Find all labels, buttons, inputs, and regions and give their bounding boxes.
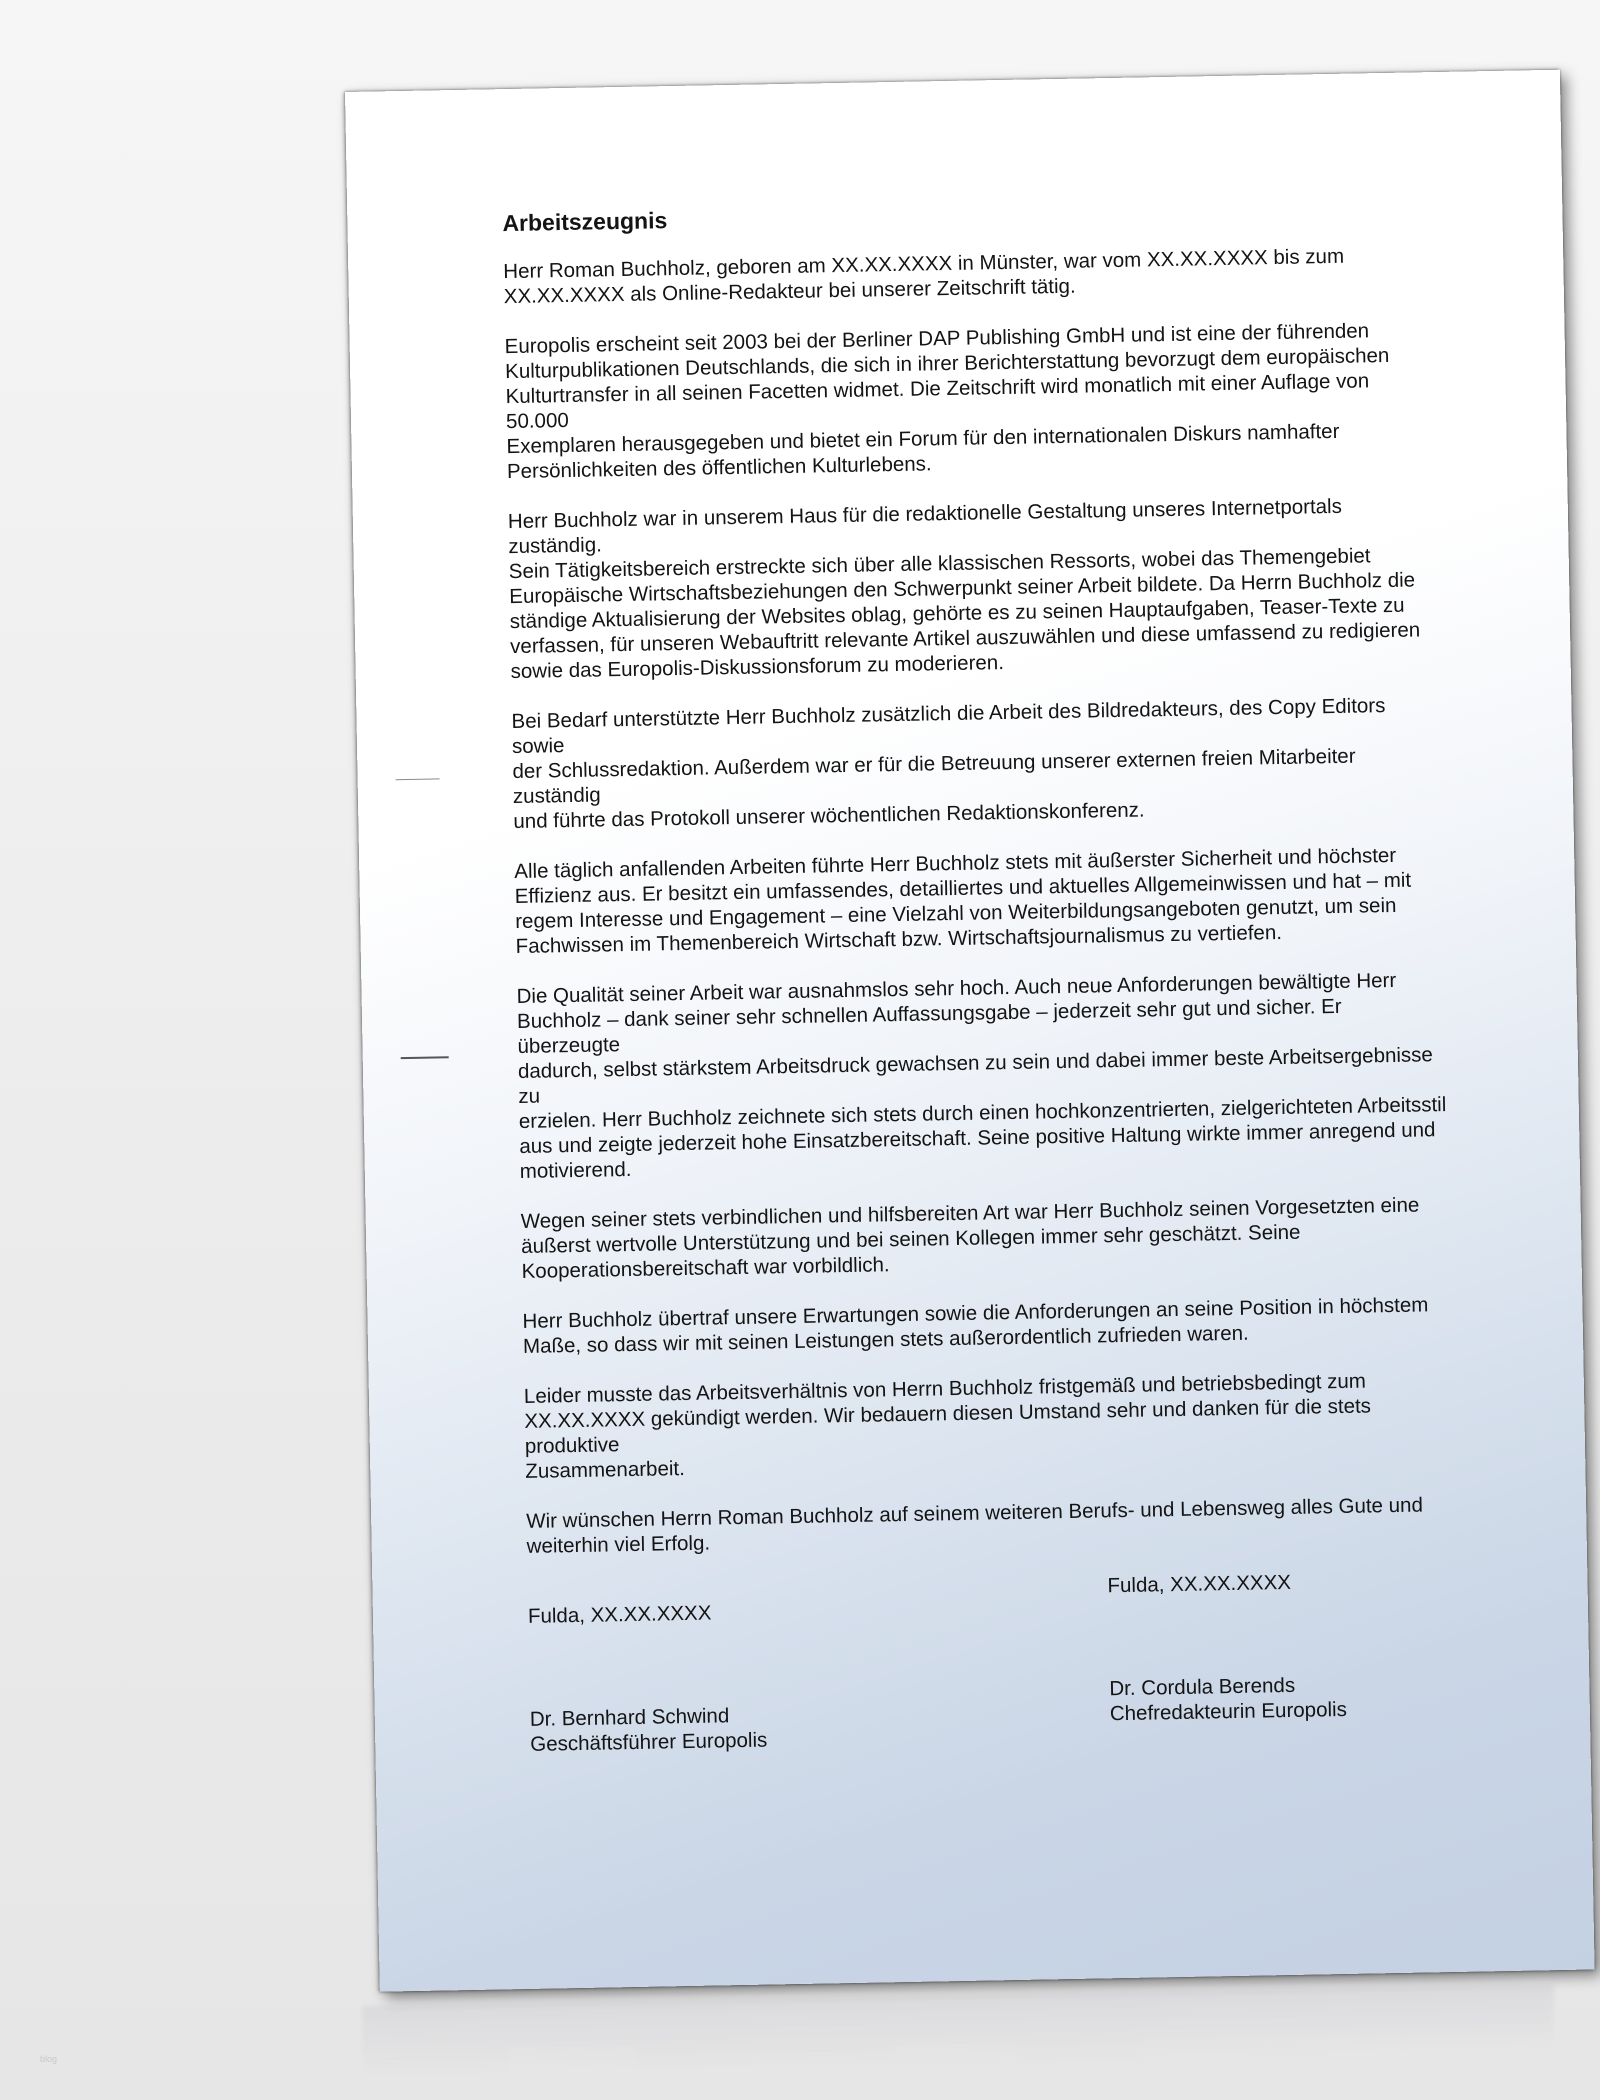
signatory-role-left: Geschäftsführer Europolis — [530, 1728, 768, 1756]
place-date-right: Fulda, XX.XX.XXXX — [1107, 1570, 1292, 1598]
watermark-text: blog — [40, 2054, 58, 2064]
paragraph-additional-duties: Bei Bedarf unterstützte Herr Buchholz zusätzlich die Arbeit des Bildredakteurs, des Copy Editors sowie der Schlussredaktion. Außerdem war er für die Betreuung unserer externen freien Mitarbeiter zuständig und führte das Protokoll unserer wöchentlichen Redaktionskonferenz. — [511, 694, 1386, 834]
paragraph-performance: Alle täglich anfallenden Arbeiten führte Herr Buchholz stets mit äußerster Sicherheit und höchster Effizienz aus. Er besitzt ein umfassendes, detailliertes und aktuelles Allgemeinwissen und hat – mit regem Interesse und Engagement – eine Vielzahl von Weiterbildungsangeboten genutzt, um sein Fachwissen im Themenbereich Wirtschaft bzw. Wirtschaftsjournalismus zu vertiefen. — [514, 843, 1412, 959]
signatory-role-right: Chefredakteurin Europolis — [1109, 1697, 1348, 1726]
paragraph-wishes: Wir wünschen Herrn Roman Buchholz auf seinem weiteren Berufs- und Lebensweg alles Gute und weiterhin viel Erfolg. — [526, 1493, 1424, 1558]
page-reflection — [362, 1984, 1554, 2076]
fold-mark-top — [396, 778, 440, 780]
place-date-left: Fulda, XX.XX.XXXX — [527, 1601, 712, 1628]
signatory-name-right: Dr. Cordula Berends — [1109, 1673, 1296, 1701]
paragraph-behaviour: Wegen seiner stets verbindlichen und hilfsbereiten Art war Herr Buchholz seinen Vorgesetzten eine äußerst wertvolle Unterstützung und bei seinen Kollegen immer sehr geschätzt. Seine Kooperationsbereitschaft war vorbildlich. — [520, 1193, 1420, 1283]
document-body — [502, 192, 1461, 1804]
document-title: Arbeitszeugnis — [502, 207, 668, 237]
punch-mark — [401, 1056, 449, 1059]
paragraph-quality: Die Qualität seiner Arbeit war ausnahmslos sehr hoch. Auch neue Anforderungen bewältigte Herr Buchholz – dank seiner sehr schnellen Auffassungsgabe – jederzeit sehr gut und sicher. Er überzeugte dadurch, selbst stärkstem Arbeitsdruck gewachsen zu sein und dabei immer beste Arbeitsergebnisse zu erzielen. Herr Buchholz zeichnete sich stets durch einen hochkonzentrierten, zielgerichteten Arbeitsstil aus und zeigte jederzeit hohe Einsatzbereitschaft. Seine positive Haltung wirkte immer anregend und motivierend. — [516, 968, 1447, 1183]
paragraph-summary: Herr Buchholz übertraf unsere Erwartungen sowie die Anforderungen an seine Position in höchstem Maße, so dass wir mit seinen Leistungen stets außerordentlich zufrieden waren. — [522, 1293, 1429, 1358]
paragraph-intro: Herr Roman Buchholz, geboren am XX.XX.XXXX in Münster, war vom XX.XX.XXXX bis zum XX.XX.XXXX als Online-Redakteur bei unserer Zeitschrift tätig. — [503, 244, 1345, 309]
signature-block-left — [528, 1597, 931, 1757]
signatory-name-left: Dr. Bernhard Schwind — [529, 1704, 730, 1731]
document-page — [345, 70, 1595, 1992]
paragraph-company: Europolis erscheint seit 2003 bei der Berliner DAP Publishing GmbH und ist eine der führenden Kulturpublikationen Deutschlands, die sich in ihrer Berichterstattung bevorzugt dem europäischen Kulturtransfer in all seinen Facetten widmet. Die Zeitschrift wird monatlich mit einer Auflage von 50.000 Exemplaren herausgegeben und bietet ein Forum für den internationalen Diskurs namhafter Persönlichkeiten des öffentlichen Kulturlebens. — [504, 319, 1390, 484]
paragraph-termination: Leider musste das Arbeitsverhältnis von Herrn Buchholz fristgemäß und betriebsbedingt zum XX.XX.XXXX gekündigt werden. Wir bedauern diesen Umstand sehr und danken für die stets produktive Zusammenarbeit. — [523, 1369, 1372, 1483]
paragraph-duties: Herr Buchholz war in unserem Haus für die redaktionelle Gestaltung unseres Internetportals zuständig. Sein Tätigkeitsbereich erstreckte sich über alle klassischen Ressorts, wobei das Themengebiet Europäische Wirtschaftsbeziehungen den Schwerpunkt seiner Arbeit bildete. Da Herrn Buchholz die ständige Aktualisierung der Websites oblag, gehörte es zu seinen Hauptaufgaben, Teaser-Texte zu verfassen, für unseren Webauftritt relevante Artikel auszuwählen und diese umfassend zu redigieren sowie das Europolis-Diskussionsforum zu moderieren. — [507, 494, 1421, 684]
signature-section — [527, 1567, 1461, 1804]
signature-block-right — [1107, 1567, 1470, 1727]
